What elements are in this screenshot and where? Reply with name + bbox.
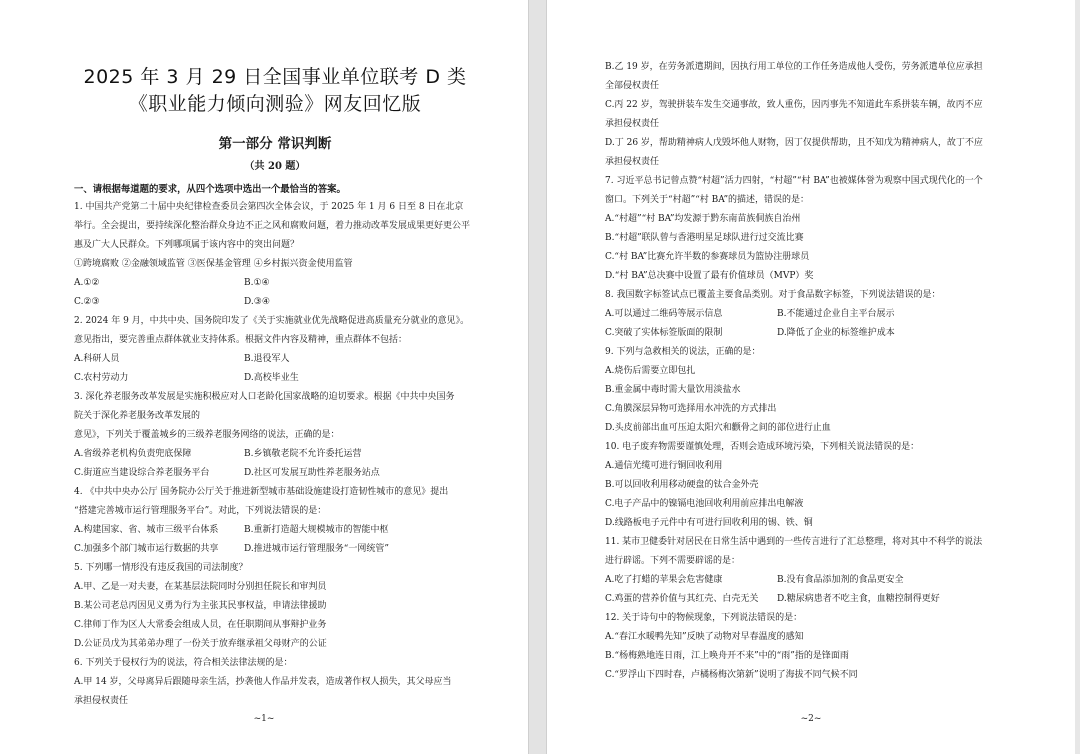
question-line: 窗口。下列关于“村超”“村 BA”的描述，错误的是： [605,195,810,205]
question-line: 院关于深化养老服务改革发展的 [74,411,201,421]
question-7 [605,172,1017,286]
option-a: A.①② [74,278,100,288]
question-line: 惠及广大人民群众。下列哪项属于该内容中的突出问题？ [74,240,300,250]
option-d: D.高校毕业生 [244,373,299,383]
question-6 [74,654,476,711]
option-b: B.可以回收利用移动硬盘的钛合金外壳 [605,480,759,490]
option-d: D.社区可发展互助性养老服务站点 [244,468,380,478]
option-b: B.“村超”联队曾与香港明星足球队进行过交流比赛 [605,233,804,243]
option-row [605,305,1017,324]
option-row [74,464,476,483]
option-a: A.可以通过二维码等展示信息 [605,309,723,319]
option-c: C.②③ [74,297,100,307]
option-d-continued: 承担侵权责任 [605,157,660,167]
option-b: B.重新打造超大规模城市的智能中枢 [244,525,389,535]
option-b: B.乡镇敬老院不允许委托运营 [244,449,362,459]
question-line: 7. 习近平总书记曾点赞“村超”活力四射，“村超”“村 BA”也被媒体誉为观察中国式现代化的一个 [605,176,983,186]
option-b: B.“杨梅熟地连日雨，江上唤舟开不来”中的“雨”指的是锋面雨 [605,651,849,661]
option-row [605,571,1017,590]
option-row [74,274,476,293]
option-row [74,540,476,559]
option-row [74,350,476,369]
question-line: 4. 《中共中央办公厅 国务院办公厅关于推进新型城市基础设施建设打造韧性城市的意见》提出 [74,487,449,497]
option-a: A.吃了打蜡的苹果会危害健康 [605,575,723,585]
option-c-continued: 承担侵权责任 [605,119,660,129]
option-row [74,445,476,464]
option-c: C.“罗浮山下四时春，卢橘杨梅次第新”说明了海拔不同气候不同 [605,670,858,680]
question-line: 9. 下列与急救相关的说法，正确的是： [605,347,761,357]
question-line: 11. 某市卫健委针对居民在日常生活中遇到的一些传言进行了汇总整理，将对其中不科学的说法 [605,537,983,547]
document-title-line-1: 2025 年 3 月 29 日全国事业单位联考 D 类 [83,66,467,88]
question-6-continued [605,58,1017,172]
question-line: 2. 2024 年 9 月，中共中央、国务院印发了《关于实施就业优先战略促进高质量充分就业的意见》。 [74,316,470,326]
option-b: B.没有食品添加剂的食品更安全 [777,575,904,585]
question-8 [605,286,1017,343]
option-b: B.①④ [244,278,270,288]
section-title: 第一部分 常识判断 [218,136,332,152]
option-b: B.不能通过企业自主平台展示 [777,309,895,319]
option-a: A.省级养老机构负责兜底保障 [74,449,192,459]
option-a: A.烧伤后需要立即包扎 [605,366,696,376]
question-line: 12. 关于诗句中的物候现象，下列说法错误的是： [605,613,803,623]
question-line: 意见》，下列关于覆盖城乡的三级养老服务网络的说法，正确的是： [74,430,340,440]
question-line: 6. 下列关于侵权行为的说法，符合相关法律法规的是： [74,658,293,668]
section-question-count: （共 20 题） [244,161,306,172]
question-9 [605,343,1017,438]
option-row [74,293,476,312]
option-d: D.糖尿病患者不吃主食，血糖控制得更好 [777,594,940,604]
option-a-continued: 承担侵权责任 [74,696,129,706]
question-10 [605,438,1017,533]
question-5 [74,559,476,654]
option-b: B.退役军人 [244,354,290,364]
question-line: 进行辟谣。下列不需要辟谣的是： [605,556,741,566]
section-instruction: 一、请根据每道题的要求，从四个选项中选出一个最恰当的答案。 [74,184,346,195]
question-line: 5. 下列哪一情形没有违反我国的司法制度？ [74,563,248,573]
question-line: 10. 电子废弃物需要谨慎处理，否则会造成环境污染，下列相关说法错误的是： [605,442,920,452]
option-c: C.“村 BA”比赛允许半数的参赛球员为篮协注册球员 [605,252,810,262]
question-1 [74,198,476,312]
option-b: B.乙 19 岁，在劳务派遣期间，因执行用工单位的工作任务造成他人受伤，劳务派遣单位应承担 [605,62,983,72]
option-a: A.甲 14 岁，父母离异后跟随母亲生活，抄袭他人作品并发表，造成著作权人损失，其父母应当 [74,677,452,687]
question-line: 8. 我国数字标签试点已覆盖主要食品类别。对于食品数字标签，下列说法错误的是： [605,290,941,300]
option-c: C.角膜深层异物可选择用水冲洗的方式排出 [605,404,777,414]
option-c: C.律师丁作为区人大常委会组成人员，在任职期间从事辩护业务 [74,620,327,630]
option-c: C.鸡蛋的营养价值与其红壳、白壳无关 [605,594,759,604]
option-d: D.丁 26 岁，帮助精神病人戊毁坏他人财物，因丁仅提供帮助，且不知戊为精神病人，故丁不应 [605,138,983,148]
page-gutter [528,0,547,754]
option-d: D.头皮前部出血可压迫太阳穴和颧骨之间的部位进行止血 [605,423,831,433]
option-d: D.公证员戊为其弟弟办理了一份关于放弃继承祖父母财产的公证 [74,639,327,649]
option-a: A.科研人员 [74,354,120,364]
question-12 [605,609,1017,685]
option-b: B.重金属中毒时需大量饮用淡盐水 [605,385,741,395]
option-b-continued: 全部侵权责任 [605,81,660,91]
option-c: C.加强多个部门城市运行数据的共享 [74,544,219,554]
question-4 [74,483,476,559]
option-a: A.“村超”“村 BA”均发源于黔东南苗族侗族自治州 [605,214,801,224]
question-3 [74,388,476,483]
option-c: C.突破了实体标签版面的限制 [605,328,723,338]
option-d: D.推进城市运行管理服务“一网统管” [244,544,389,554]
question-2 [74,312,476,388]
option-row [605,324,1017,343]
question-line: ①跨境腐败 ②金融领域监管 ③医保基金管理 ④乡村振兴资金使用监管 [74,259,353,269]
question-11 [605,533,1017,609]
document-page-1 [0,0,528,754]
option-d: D.线路板电子元件中有可进行回收利用的锡、铁、铜 [605,518,813,528]
document-page-2 [547,0,1075,754]
option-c: C.电子产品中的镍镉电池回收利用前应排出电解液 [605,499,804,509]
option-row [605,590,1017,609]
question-line: 1. 中国共产党第二十届中央纪律检查委员会第四次全体会议，于 2025 年 1 月 6 日至 8 日在北京 [74,202,464,212]
option-row [74,521,476,540]
question-line: 3. 深化养老服务改革发展是实施积极应对人口老龄化国家战略的迫切要求。根据《中共中央国务 [74,392,455,402]
option-row [74,369,476,388]
option-a: A.通信光缆可进行铜回收利用 [605,461,723,471]
question-line: 意见指出，要完善重点群体就业支持体系。根据文件内容及精神，重点群体不包括： [74,335,408,345]
option-d: D.降低了企业的标签维护成本 [777,328,895,338]
question-line: “搭建完善城市运行管理服务平台”。对此，下列说法错误的是： [74,506,327,516]
page-number: ~2~ [800,714,822,724]
option-a: A.构建国家、省、城市三级平台体系 [74,525,219,535]
option-c: C.农村劳动力 [74,373,129,383]
option-c: C.丙 22 岁，驾驶拼装车发生交通事故，致人重伤，因丙事先不知道此车系拼装车辆，故丙不应 [605,100,983,110]
option-a: A.甲、乙是一对夫妻，在某基层法院同时分别担任院长和审判员 [74,582,327,592]
option-d: D.③④ [244,297,270,307]
option-c: C.街道应当建设综合养老服务平台 [74,468,210,478]
option-a: A.“春江水暖鸭先知”反映了动物对早春温度的感知 [605,632,804,642]
question-line: 举行。全会提出，要持续深化整治群众身边不正之风和腐败问题，着力推动改革发展成果更好更公平 [74,221,471,231]
page-number: ~1~ [253,714,275,724]
option-b: B.某公司老总丙因见义勇为行为主张其民事权益，申请法律援助 [74,601,327,611]
option-d: D.“村 BA”总决赛中设置了最有价值球员（MVP）奖 [605,271,814,281]
document-title-line-2: 《职业能力倾向测验》网友回忆版 [128,93,422,115]
